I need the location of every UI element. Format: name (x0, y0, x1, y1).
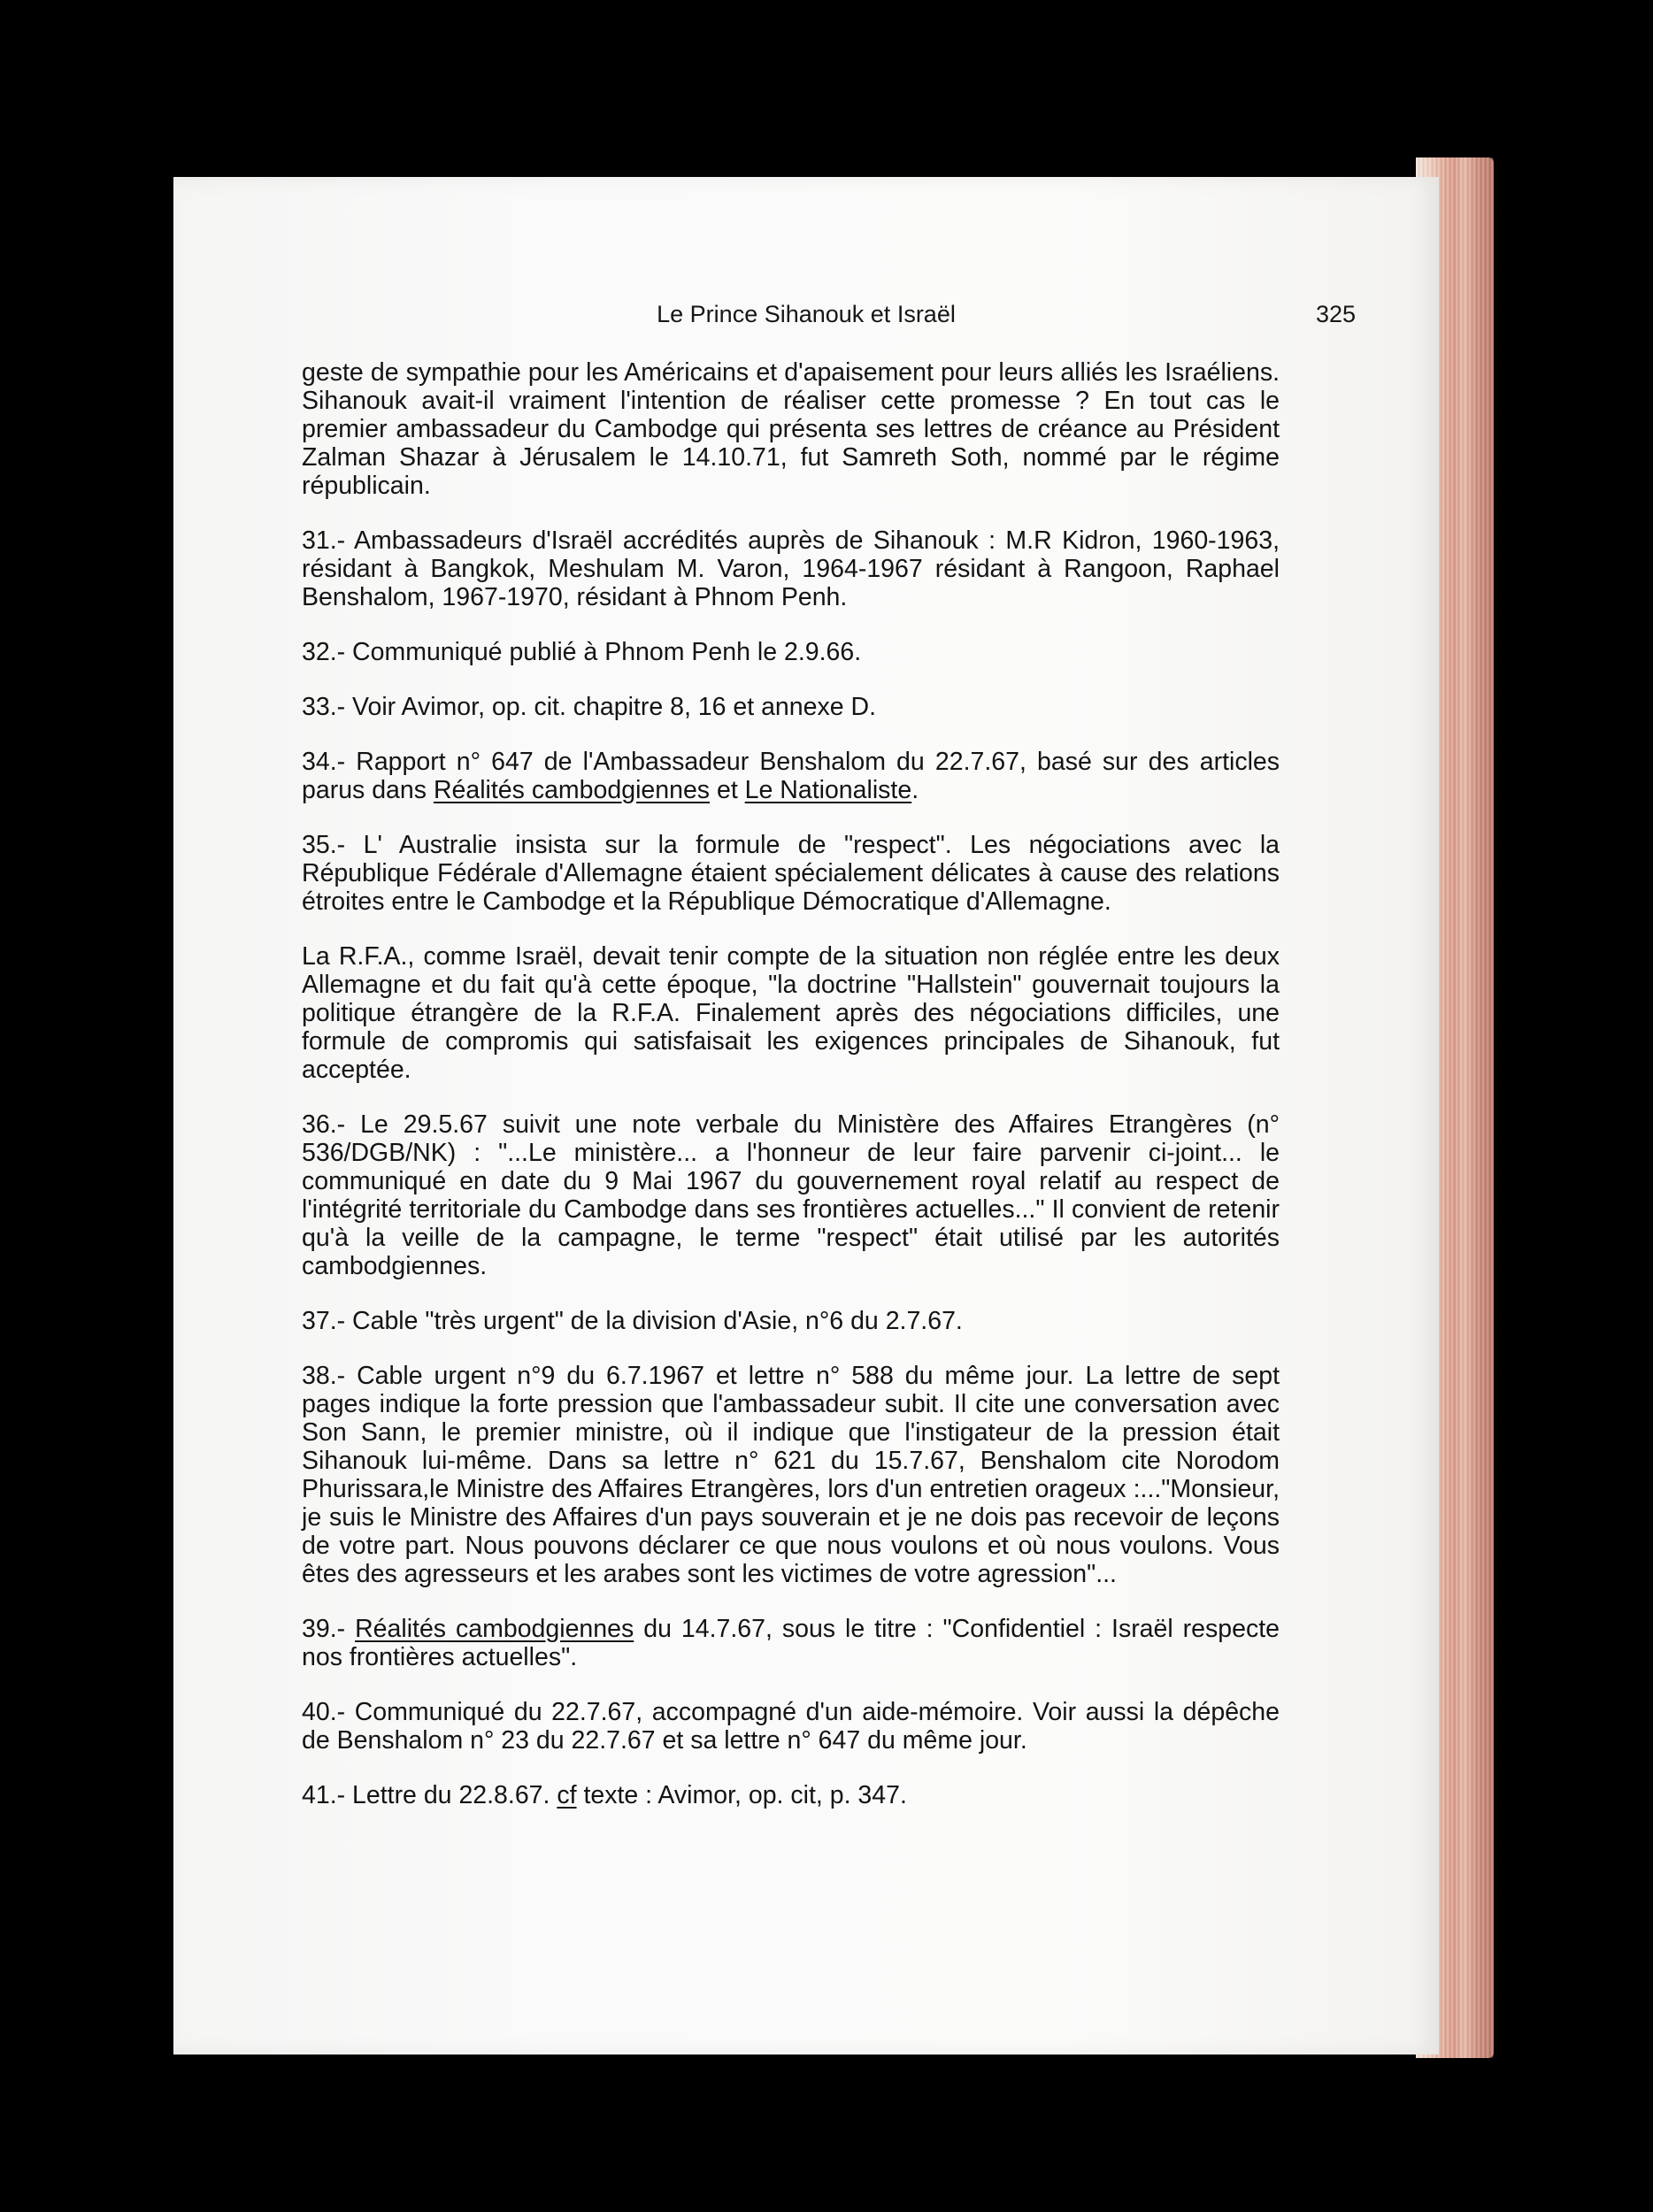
citation-realites-cambodgiennes-2: Réalités cambodgiennes (355, 1615, 634, 1643)
citation-le-nationaliste: Le Nationaliste (744, 776, 912, 804)
footnote-34 (302, 748, 1280, 804)
footnote-33: 33.- Voir Avimor, op. cit. chapitre 8, 16 et annexe D. (302, 693, 877, 721)
footnote-35-continuation: La R.F.A., comme Israël, devait tenir compte de la situation non réglée entre les deux Allemagne et du fait qu'à cette époque, "la doctrine "Hallstein" gouvernait toujours la politique étrangère de la R.F.A. Finalement après des négociations difficiles, une formule de compromis qui satisfaisait les exigences principales de Sihanouk, fut acceptée. (302, 942, 1280, 1084)
footnote-36: 36.- Le 29.5.67 suivit une note verbale du Ministère des Affaires Etrangères (n° 536/DGB/NK) : "...Le ministère... a l'honneur de leur faire parvenir ci-joint... le communiqué en date du 9 Mai 1967 du gouvernement royal relatif au respect de l'intégrité territoriale du Cambodge dans ses frontières actuelles..." Il convient de retenir qu'à la veille de la campagne, le terme "respect" était utilisé par les autorités cambodgiennes. (302, 1110, 1280, 1280)
page-number: 325 (1315, 301, 1356, 327)
footnote-41-end: texte : Avimor, op. cit, p. 347. (576, 1781, 907, 1809)
paragraph-continuation: geste de sympathie pour les Américains et d'apaisement pour leurs alliés les Israéliens. Sihanouk avait-il vraiment l'intention de réaliser cette promesse ? En tout cas le premier ambassadeur du Cambodge qui présenta ses lettres de créance au Président Zalman Shazar à Jérusalem le 14.10.71, fut Samreth Soth, nommé par le régime républicain. (302, 358, 1280, 500)
footnote-38: 38.- Cable urgent n°9 du 6.7.1967 et lettre n° 588 du même jour. La lettre de sept pages indique la forte pression que l'ambassadeur subit. Il cite une conversation avec Son Sann, le premier ministre, où il indique que l'instigateur de la pression était Sihanouk lui-même. Dans sa lettre n° 621 du 15.7.67, Benshalom cite Norodom Phurissara,le Ministre des Affaires Etrangères, lors d'un entretien orageux :..."Monsieur, je suis le Ministre des Affaires d'un pays souverain et je ne dois pas recevoir de leçons de votre part. Nous pouvons déclarer ce que nous voulons et où nous voulons. Vous êtes des agresseurs et les arabes sont les victimes de votre agression"... (302, 1362, 1280, 1588)
footnote-41-text: 41.- Lettre du 22.8.67. (302, 1781, 557, 1809)
book-page (173, 177, 1439, 2055)
footnote-39 (302, 1615, 1280, 1671)
footnote-39-number: 39.- (302, 1615, 356, 1643)
running-header (173, 301, 1439, 336)
citation-realites-cambodgiennes: Réalités cambodgiennes (433, 776, 711, 804)
footnote-34-joiner: et (710, 776, 745, 804)
footnote-31: 31.- Ambassadeurs d'Israël accrédités auprès de Sihanouk : M.R Kidron, 1960-1963, résidant à Bangkok, Meshulam M. Varon, 1964-1967 résidant à Rangoon, Raphael Benshalom, 1967-1970, résidant à Phnom Penh. (302, 526, 1280, 611)
footnote-34-text: 34.- Rapport n° 647 de l'Ambassadeur Benshalom du 22.7.67, basé sur des articles parus dans (302, 748, 1280, 804)
footnote-32: 32.- Communiqué publié à Phnom Penh le 2.9.66. (302, 638, 862, 666)
footnote-40: 40.- Communiqué du 22.7.67, accompagné d'un aide-mémoire. Voir aussi la dépêche de Benshalom n° 23 du 22.7.67 et sa lettre n° 647 du même jour. (302, 1698, 1280, 1755)
footnote-34-end: . (911, 776, 919, 804)
footnote-41 (302, 1781, 1280, 1809)
page-body (302, 358, 1280, 1836)
footnote-35: 35.- L' Australie insista sur la formule de "respect". Les négociations avec la République Fédérale d'Allemagne étaient spécialement délicates à cause des relations étroites entre le Cambodge et la République Démocratique d'Allemagne. (302, 831, 1280, 916)
header-title: Le Prince Sihanouk et Israël (657, 301, 956, 327)
footnote-39-text: du 14.7.67, sous le titre : "Confidentiel : Israël respecte nos frontières actuelles". (302, 1615, 1280, 1671)
footnote-37: 37.- Cable "très urgent" de la division d'Asie, n°6 du 2.7.67. (302, 1307, 963, 1335)
abbrev-cf: cf (557, 1781, 577, 1809)
